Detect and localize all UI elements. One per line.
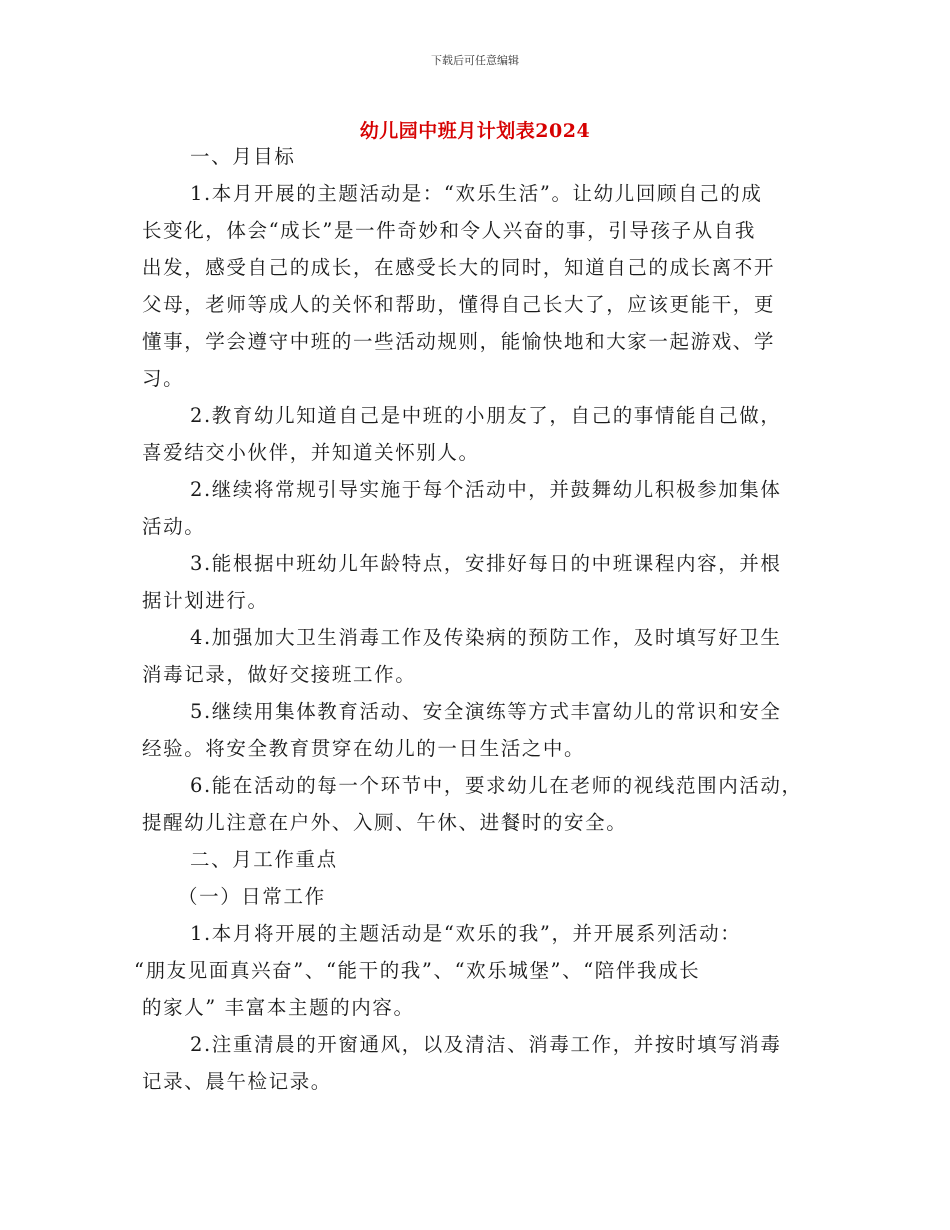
paragraph-line: 2.继续将常规引导实施于每个活动中，并鼓舞幼儿积极参加集体 xyxy=(190,478,782,501)
section-heading-work-focus: 二、月工作重点 xyxy=(190,848,338,871)
section-heading-goals: 一、月目标 xyxy=(190,145,296,168)
paragraph-line: 5.继续用集体教育活动、安全演练等方式丰富幼儿的常识和安全 xyxy=(190,700,782,723)
subsection-heading-daily-work: （一）日常工作 xyxy=(178,885,326,908)
document-title: 幼儿园中班月计划表2024 xyxy=(359,120,591,142)
paragraph-line: 2.注重清晨的开窗通风，以及清洁、消毒工作，并按时填写消毒 xyxy=(190,1033,782,1056)
page-header-note: 下载后可任意编辑 xyxy=(431,54,519,67)
paragraph-line: 习。 xyxy=(142,367,185,390)
paragraph-line: 1.本月开展的主题活动是：“欢乐生活”。让幼儿回顾自己的成 xyxy=(190,182,763,205)
paragraph-line: 6.能在活动的每一个环节中，要求幼儿在老师的视线范围内活动， xyxy=(190,774,803,797)
paragraph-line: 消毒记录，做好交接班工作。 xyxy=(142,663,417,686)
paragraph-line: 的家人” 丰富本主题的内容。 xyxy=(142,996,415,1019)
document-body xyxy=(134,138,808,1100)
paragraph-line: 父母，老师等成人的关怀和帮助，懂得自己长大了，应该更能干，更 xyxy=(142,293,776,316)
paragraph-line: 出发，感受自己的成长，在感受长大的同时，知道自己的成长离不开 xyxy=(142,256,776,279)
paragraph-line: 记录、晨午检记录。 xyxy=(142,1070,332,1093)
paragraph-line: 1.本月将开展的主题活动是“欢乐的我”，并开展系列活动： xyxy=(190,922,742,945)
paragraph-line: 喜爱结交小伙伴，并知道关怀别人。 xyxy=(142,441,480,464)
paragraph-line: 4.加强加大卫生消毒工作及传染病的预防工作，及时填写好卫生 xyxy=(190,626,782,649)
paragraph-line: “朋友见面真兴奋”、“能干的我”、“欢乐城堡”、“陪伴我成长 xyxy=(134,959,701,982)
paragraph-line: 据计划进行。 xyxy=(142,589,269,612)
paragraph-line: 2.教育幼儿知道自己是中班的小朋友了，自己的事情能自己做， xyxy=(190,404,782,427)
paragraph-line: 经验。将安全教育贯穿在幼儿的一日生活之中。 xyxy=(142,737,586,760)
paragraph-line: 活动。 xyxy=(142,515,206,538)
paragraph-line: 懂事，学会遵守中班的一些活动规则，能愉快地和大家一起游戏、学 xyxy=(142,330,776,353)
paragraph-line: 提醒幼儿注意在户外、入厕、午休、进餐时的安全。 xyxy=(142,811,628,834)
paragraph-line: 长变化，体会“成长”是一件奇妙和令人兴奋的事，引导孩子从自我 xyxy=(142,219,756,242)
paragraph-line: 3.能根据中班幼儿年龄特点，安排好每日的中班课程内容，并根 xyxy=(190,552,782,575)
